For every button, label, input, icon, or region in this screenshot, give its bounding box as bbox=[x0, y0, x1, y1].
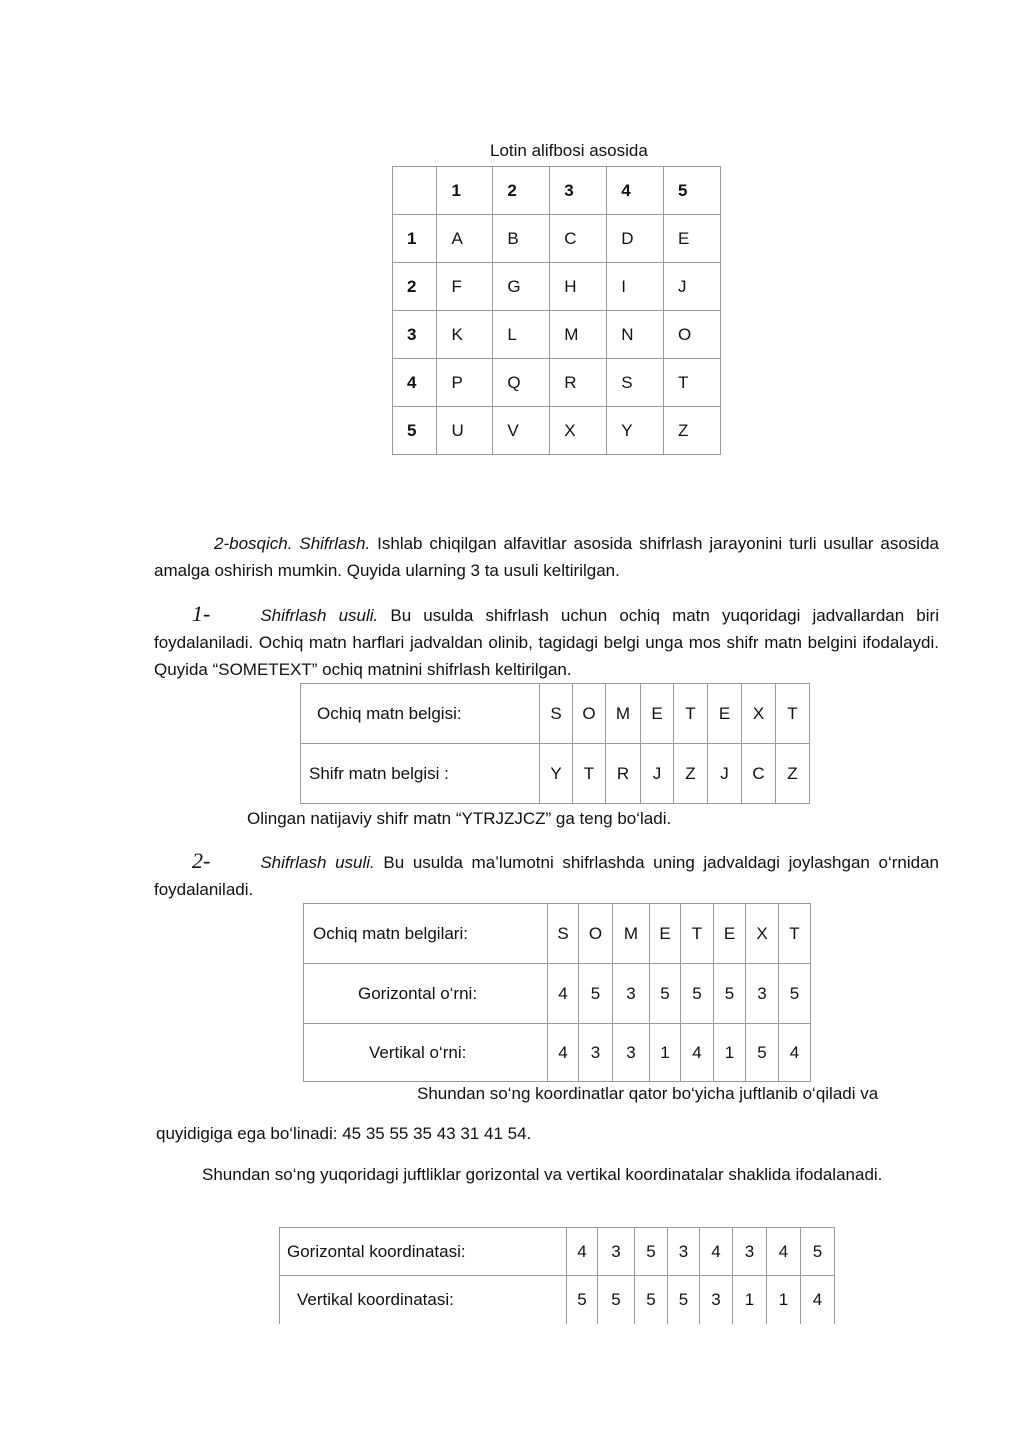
polybius-cell: M bbox=[550, 311, 607, 359]
horizontal-pos-cell: 4 bbox=[548, 964, 579, 1024]
cipher-char-cell: Z bbox=[776, 744, 810, 804]
method2-number: 2- bbox=[192, 848, 211, 873]
plain-char-cell: M bbox=[606, 684, 641, 744]
cipher-char-cell: J bbox=[708, 744, 742, 804]
stage2-paragraph bbox=[154, 530, 939, 584]
plain-char-cell: E bbox=[714, 904, 746, 964]
plain-char-cell: E bbox=[708, 684, 742, 744]
polybius-cell: N bbox=[607, 311, 664, 359]
coord-horizontal-label: Gorizontal koordinatasi: bbox=[280, 1228, 567, 1276]
plain-char-cell: T bbox=[674, 684, 708, 744]
vertical-pos-cell: 3 bbox=[579, 1024, 613, 1082]
polybius-row bbox=[393, 215, 721, 263]
plain-char-cell: M bbox=[613, 904, 650, 964]
plain-char-cell: S bbox=[548, 904, 579, 964]
polybius-cell: G bbox=[493, 263, 550, 311]
method2-plain-label: Ochiq matn belgilari: bbox=[304, 904, 548, 964]
plain-char-cell: T bbox=[681, 904, 714, 964]
method2-after2: Shundan so‘ng yuqoridagi juftliklar gorizontal va vertikal koordinatalar shaklida ifodalanadi. bbox=[202, 1165, 883, 1184]
method2-text: Bu usulda ma’lumotni shifrlashda uning jadvaldagi joylashgan o‘rnidan foydalaniladi. bbox=[154, 853, 939, 899]
horizontal-pos-cell: 5 bbox=[650, 964, 681, 1024]
method2-after-line2: quyidigiga ega bo‘linadi: 45 35 55 35 43 31 41 54. bbox=[156, 1124, 532, 1143]
polybius-cell: P bbox=[437, 359, 493, 407]
plain-char-cell: X bbox=[746, 904, 779, 964]
method2-paragraph bbox=[154, 847, 939, 903]
polybius-cell: J bbox=[664, 263, 721, 311]
vertical-pos-cell: 4 bbox=[779, 1024, 811, 1082]
vertical-pos-cell: 5 bbox=[746, 1024, 779, 1082]
polybius-col-header: 1 bbox=[437, 167, 493, 215]
method1-cipher-label: Shifr matn belgisi : bbox=[301, 744, 540, 804]
horizontal-pos-cell: 3 bbox=[613, 964, 650, 1024]
polybius-cell: B bbox=[493, 215, 550, 263]
method1-result: Olingan natijaviy shifr matn “YTRJZJCZ” ga teng bo‘ladi. bbox=[247, 809, 672, 828]
polybius-col-header: 2 bbox=[493, 167, 550, 215]
polybius-row bbox=[393, 407, 721, 455]
horizontal-coord-cell: 4 bbox=[567, 1228, 598, 1276]
vertical-coord-cell: 5 bbox=[668, 1276, 700, 1324]
polybius-row-header: 1 bbox=[393, 215, 437, 263]
plain-char-cell: O bbox=[579, 904, 613, 964]
polybius-row bbox=[393, 359, 721, 407]
polybius-col-header: 5 bbox=[664, 167, 721, 215]
stage2-title: 2-bosqich. Shifrlash. bbox=[214, 534, 371, 553]
method1-title: Shifrlash usuli. bbox=[260, 606, 379, 625]
coord-vertical-label: Vertikal koordinatasi: bbox=[280, 1276, 567, 1324]
polybius-row-header: 4 bbox=[393, 359, 437, 407]
polybius-col-header: 4 bbox=[607, 167, 664, 215]
polybius-caption: Lotin alifbosi asosida bbox=[490, 141, 648, 160]
polybius-cell: V bbox=[493, 407, 550, 455]
plain-char-cell: E bbox=[641, 684, 674, 744]
polybius-table bbox=[392, 166, 721, 455]
polybius-cell: R bbox=[550, 359, 607, 407]
horizontal-coord-cell: 3 bbox=[668, 1228, 700, 1276]
method1-text: Bu usulda shifrlash uchun ochiq matn yuqoridagi jadvallardan biri foydalaniladi. Ochiq matn harflari jadvaldan olinib, tagidagi belgi unga mos shifr matn belgini ifodalaydi. Quyida “SOMETEXT” ochiq matnini shifrlash keltirilgan. bbox=[154, 606, 939, 679]
plain-char-cell: T bbox=[776, 684, 810, 744]
polybius-row-header: 3 bbox=[393, 311, 437, 359]
method2-title: Shifrlash usuli. bbox=[260, 853, 375, 872]
polybius-row-header: 5 bbox=[393, 407, 437, 455]
polybius-cell: H bbox=[550, 263, 607, 311]
cipher-char-cell: R bbox=[606, 744, 641, 804]
horizontal-coord-cell: 5 bbox=[635, 1228, 668, 1276]
polybius-cell: E bbox=[664, 215, 721, 263]
plain-char-cell: T bbox=[779, 904, 811, 964]
cipher-char-cell: J bbox=[641, 744, 674, 804]
vertical-pos-cell: 1 bbox=[650, 1024, 681, 1082]
polybius-cell: Z bbox=[664, 407, 721, 455]
polybius-cell: L bbox=[493, 311, 550, 359]
horizontal-pos-cell: 3 bbox=[746, 964, 779, 1024]
method1-paragraph bbox=[154, 600, 939, 683]
polybius-row bbox=[393, 311, 721, 359]
vertical-coord-cell: 5 bbox=[567, 1276, 598, 1324]
method1-table bbox=[300, 683, 810, 804]
horizontal-coord-cell: 3 bbox=[733, 1228, 767, 1276]
method2-table bbox=[303, 903, 811, 1082]
cipher-char-cell: C bbox=[742, 744, 776, 804]
vertical-coord-cell: 1 bbox=[767, 1276, 801, 1324]
polybius-corner bbox=[393, 167, 437, 215]
horizontal-pos-cell: 5 bbox=[579, 964, 613, 1024]
horizontal-coord-cell: 4 bbox=[700, 1228, 733, 1276]
vertical-pos-cell: 4 bbox=[548, 1024, 579, 1082]
polybius-cell: K bbox=[437, 311, 493, 359]
polybius-cell: T bbox=[664, 359, 721, 407]
polybius-row bbox=[393, 263, 721, 311]
horizontal-pos-cell: 5 bbox=[779, 964, 811, 1024]
plain-char-cell: O bbox=[573, 684, 606, 744]
horizontal-pos-cell: 5 bbox=[714, 964, 746, 1024]
cipher-char-cell: T bbox=[573, 744, 606, 804]
polybius-cell: A bbox=[437, 215, 493, 263]
plain-char-cell: E bbox=[650, 904, 681, 964]
polybius-cell: X bbox=[550, 407, 607, 455]
vertical-coord-cell: 5 bbox=[598, 1276, 635, 1324]
horizontal-coord-cell: 4 bbox=[767, 1228, 801, 1276]
polybius-cell: Y bbox=[607, 407, 664, 455]
polybius-row-header: 2 bbox=[393, 263, 437, 311]
polybius-cell: D bbox=[607, 215, 664, 263]
vertical-coord-cell: 4 bbox=[801, 1276, 835, 1324]
polybius-col-header: 3 bbox=[550, 167, 607, 215]
polybius-cell: O bbox=[664, 311, 721, 359]
polybius-cell: I bbox=[607, 263, 664, 311]
polybius-cell: Q bbox=[493, 359, 550, 407]
horizontal-coord-cell: 3 bbox=[598, 1228, 635, 1276]
cipher-char-cell: Z bbox=[674, 744, 708, 804]
polybius-cell: U bbox=[437, 407, 493, 455]
plain-char-cell: X bbox=[742, 684, 776, 744]
horizontal-pos-cell: 5 bbox=[681, 964, 714, 1024]
plain-char-cell: S bbox=[540, 684, 573, 744]
method2-horizontal-label: Gorizontal o‘rni: bbox=[304, 964, 548, 1024]
cipher-char-cell: Y bbox=[540, 744, 573, 804]
coordinates-table bbox=[279, 1227, 835, 1324]
method1-number: 1- bbox=[192, 601, 211, 626]
method1-plain-label: Ochiq matn belgisi: bbox=[301, 684, 540, 744]
vertical-pos-cell: 1 bbox=[714, 1024, 746, 1082]
vertical-coord-cell: 3 bbox=[700, 1276, 733, 1324]
polybius-cell: F bbox=[437, 263, 493, 311]
polybius-cell: S bbox=[607, 359, 664, 407]
vertical-coord-cell: 1 bbox=[733, 1276, 767, 1324]
vertical-pos-cell: 3 bbox=[613, 1024, 650, 1082]
method2-after-line1: Shundan so‘ng koordinatlar qator bo‘yicha juftlanib o‘qiladi va bbox=[417, 1084, 879, 1103]
method2-vertical-label: Vertikal o‘rni: bbox=[304, 1024, 548, 1082]
stage2-text: Ishlab chiqilgan alfavitlar asosida shifrlash jarayonini turli usullar asosida amalga oshirish mumkin. Quyida ularning 3 ta usuli keltirilgan. bbox=[154, 534, 939, 580]
polybius-cell: C bbox=[550, 215, 607, 263]
vertical-coord-cell: 5 bbox=[635, 1276, 668, 1324]
vertical-pos-cell: 4 bbox=[681, 1024, 714, 1082]
horizontal-coord-cell: 5 bbox=[801, 1228, 835, 1276]
